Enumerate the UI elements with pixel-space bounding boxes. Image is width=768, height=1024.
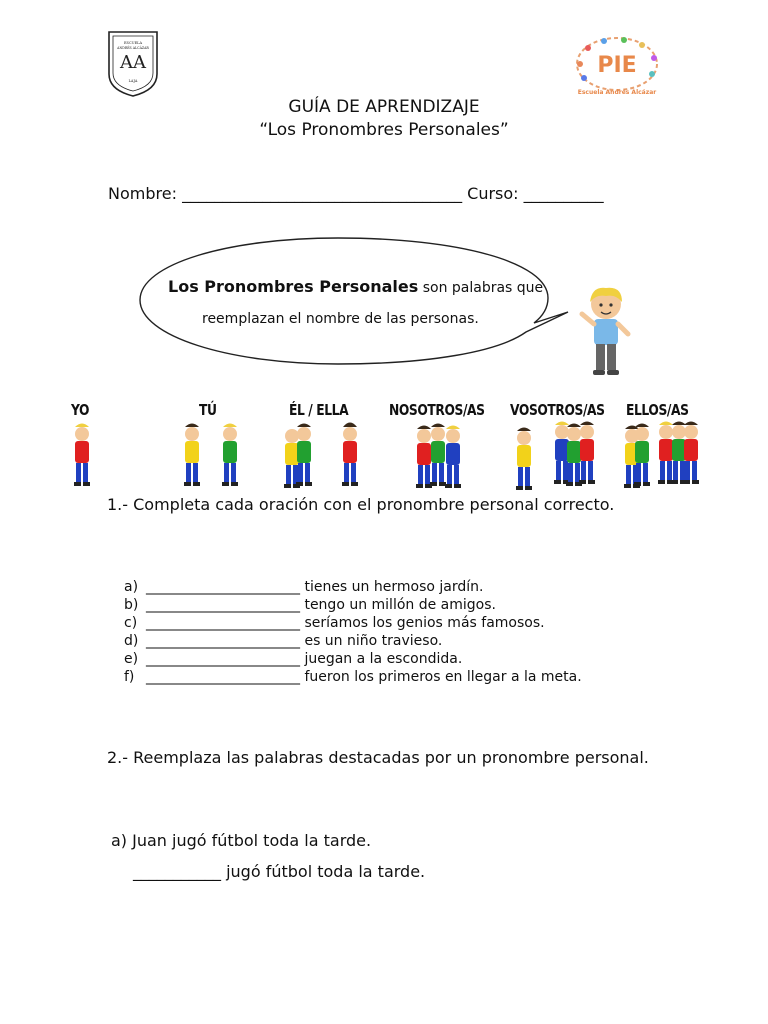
exercise2-blank[interactable]: ___________ [133, 862, 221, 881]
speech-bubble [138, 236, 578, 368]
list-item: e) ______________________ juegan a la escondida. [124, 651, 463, 667]
pronoun-label-nosotros: NOSOTROS/AS [389, 401, 485, 419]
list-item: f) ______________________ fueron los primeros en llegar a la meta. [124, 669, 582, 685]
bubble-text-rest: son palabras que [418, 280, 544, 296]
pronoun-figures-illustration [60, 420, 710, 496]
name-blank[interactable]: ___________________________________ [182, 184, 463, 203]
answer-blank[interactable]: ______________________ [146, 615, 300, 631]
exercise2-prompt: 2.- Reemplaza las palabras destacadas por un pronombre personal. [107, 748, 649, 767]
school-crest-logo [107, 30, 159, 98]
exercise2-answer-line [133, 862, 425, 881]
boy-illustration [576, 284, 636, 384]
pronoun-label-tu: TÚ [199, 401, 217, 419]
answer-blank[interactable]: ______________________ [146, 651, 300, 667]
list-item: a) ______________________ tienes un hermoso jardín. [124, 579, 484, 595]
svg-text:ESCUELA: ESCUELA [124, 41, 142, 45]
student-info-line [108, 184, 604, 203]
pronoun-label-vosotros: VOSOTROS/AS [510, 401, 605, 419]
exercise1-prompt: 1.- Completa cada oración con el pronombre personal correcto. [107, 495, 615, 514]
bubble-text-line1 [168, 277, 543, 296]
svg-text:AA: AA [120, 52, 146, 73]
name-label: Nombre: [108, 184, 177, 203]
answer-blank[interactable]: ______________________ [146, 633, 300, 649]
pie-program-logo [574, 36, 660, 98]
page-title: GUÍA DE APRENDIZAJE [288, 97, 480, 117]
answer-blank[interactable]: ______________________ [146, 579, 300, 595]
answer-blank[interactable]: ______________________ [146, 669, 300, 685]
svg-text:Escuela Andrés Alcázar: Escuela Andrés Alcázar [577, 89, 657, 96]
pronoun-label-el-ella: ÉL / ELLA [289, 401, 349, 419]
pronoun-label-ellos: ELLOS/AS [626, 401, 689, 419]
exercise2-example-sentence: a) Juan jugó fútbol toda la tarde. [111, 831, 372, 850]
bubble-text-line2: reemplazan el nombre de las personas. [202, 311, 479, 327]
exercise1-list [124, 578, 582, 686]
list-item: b) ______________________ tengo un millón de amigos. [124, 597, 496, 613]
course-blank[interactable]: __________ [523, 184, 604, 203]
svg-text:PIE: PIE [597, 53, 637, 78]
svg-text:ANDRÉS ALCÁZAR: ANDRÉS ALCÁZAR [117, 46, 149, 50]
list-item: d) ______________________ es un niño travieso. [124, 633, 443, 649]
svg-text:LAJA: LAJA [128, 79, 138, 83]
page-subtitle: “Los Pronombres Personales” [259, 120, 509, 140]
course-label: Curso: [467, 184, 519, 203]
exercise2-answer-text: jugó fútbol toda la tarde. [226, 862, 426, 881]
answer-blank[interactable]: ______________________ [146, 597, 300, 613]
bubble-bold-term: Los Pronombres Personales [168, 277, 419, 296]
pronoun-label-yo: YO [71, 401, 90, 419]
list-item: c) ______________________ seríamos los genios más famosos. [124, 615, 545, 631]
